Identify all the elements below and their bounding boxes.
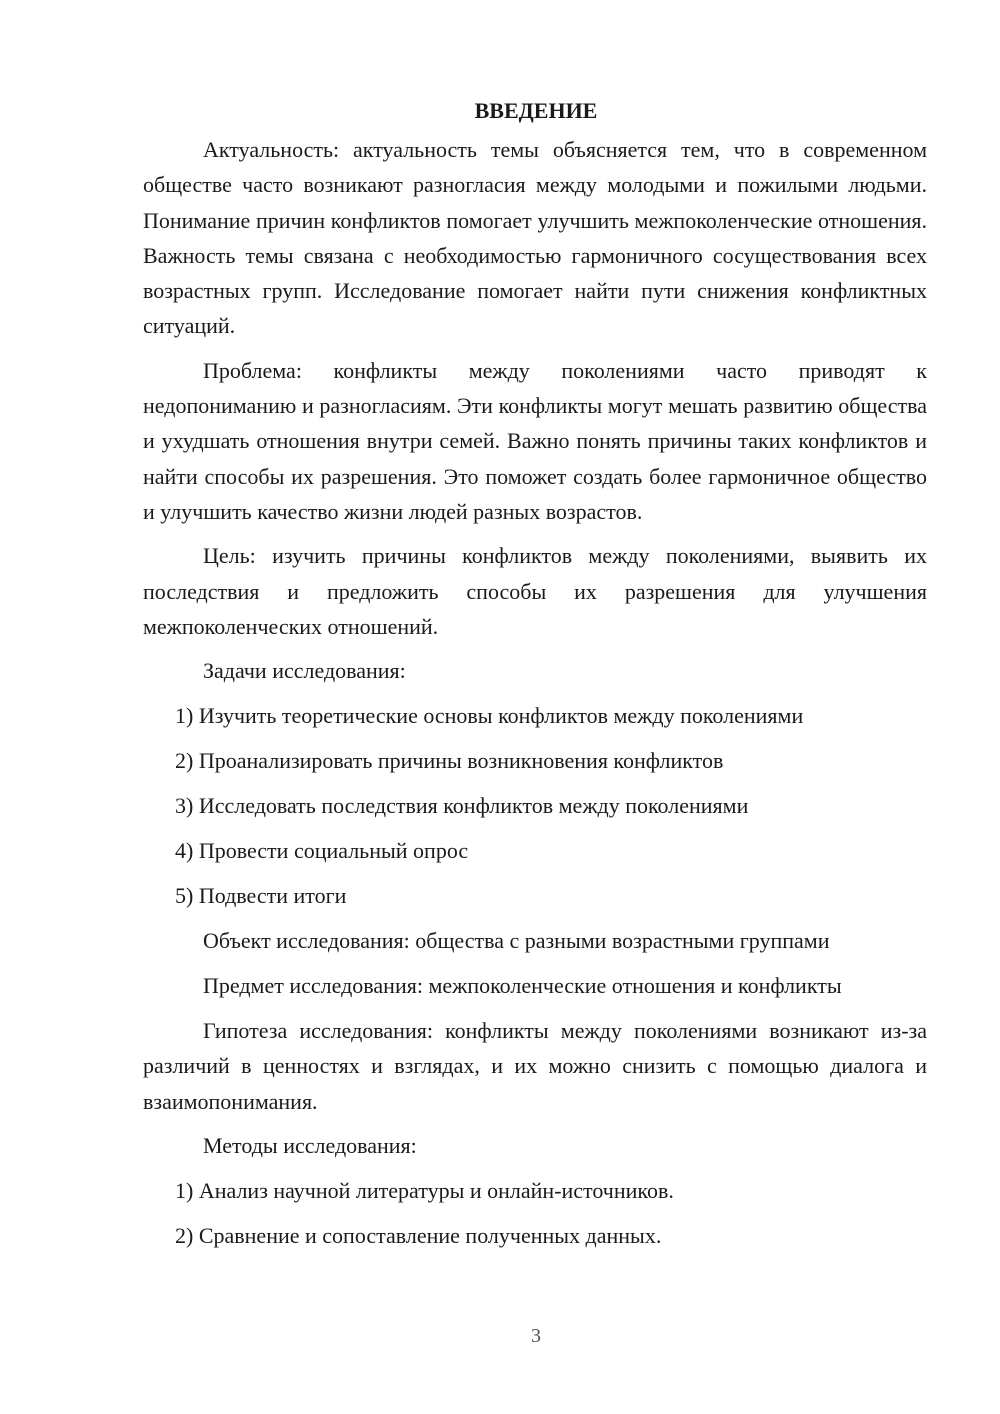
task-item: 1) Изучить теоретические основы конфликтов между поколениями bbox=[175, 703, 804, 729]
task-item: 3) Исследовать последствия конфликтов между поколениями bbox=[175, 793, 749, 819]
goal-paragraph: Цель: изучить причины конфликтов между поколениями, выявить их последствия и предложить способы их разрешения для улучшения межпоколенческих отношений. bbox=[143, 543, 927, 639]
tasks-heading: Задачи исследования: bbox=[203, 658, 406, 684]
methods-heading: Методы исследования: bbox=[203, 1132, 417, 1158]
document-title: ВВЕДЕНИЕ bbox=[474, 98, 598, 123]
hypothesis-paragraph: Гипотеза исследования: конфликты между поколениями возникают из-за различий в ценностях и взглядах, и их можно снизить с помощью диалога и взаимопонимания. bbox=[143, 1018, 927, 1114]
task-item: 2) Проанализировать причины возникновения конфликтов bbox=[175, 748, 724, 774]
method-item: 1) Анализ научной литературы и онлайн-источников. bbox=[175, 1177, 674, 1203]
research-object: Объект исследования: общества с разными возрастными группами bbox=[203, 928, 830, 954]
method-item: 2) Сравнение и сопоставление полученных данных. bbox=[175, 1222, 662, 1248]
document-page bbox=[143, 96, 927, 1263]
problem-paragraph: Проблема: конфликты между поколениями часто приводят к недопониманию и разногласиям. Эти конфликты могут мешать развитию общества и ухудшать отношения внутри семей. Важно понять причины таких конфликтов и найти способы их разрешения. Это поможет создать более гармоничное общество и улучшить качество жизни людей разных возрастов. bbox=[143, 357, 927, 524]
relevance-paragraph: Актуальность: актуальность темы объясняется тем, что в современном обществе часто возникают разногласия между молодыми и пожилыми людьми. Понимание причин конфликтов помогает улучшить межпоколенческие отношения. Важность темы связана с необходимостью гармоничного сосуществования всех возрастных групп. Исследование помогает найти пути снижения конфликтных ситуаций. bbox=[143, 137, 927, 339]
research-subject: Предмет исследования: межпоколенческие отношения и конфликты bbox=[203, 973, 842, 999]
page-number: 3 bbox=[531, 1325, 541, 1347]
task-item: 5) Подвести итоги bbox=[175, 883, 347, 909]
task-item: 4) Провести социальный опрос bbox=[175, 838, 469, 864]
